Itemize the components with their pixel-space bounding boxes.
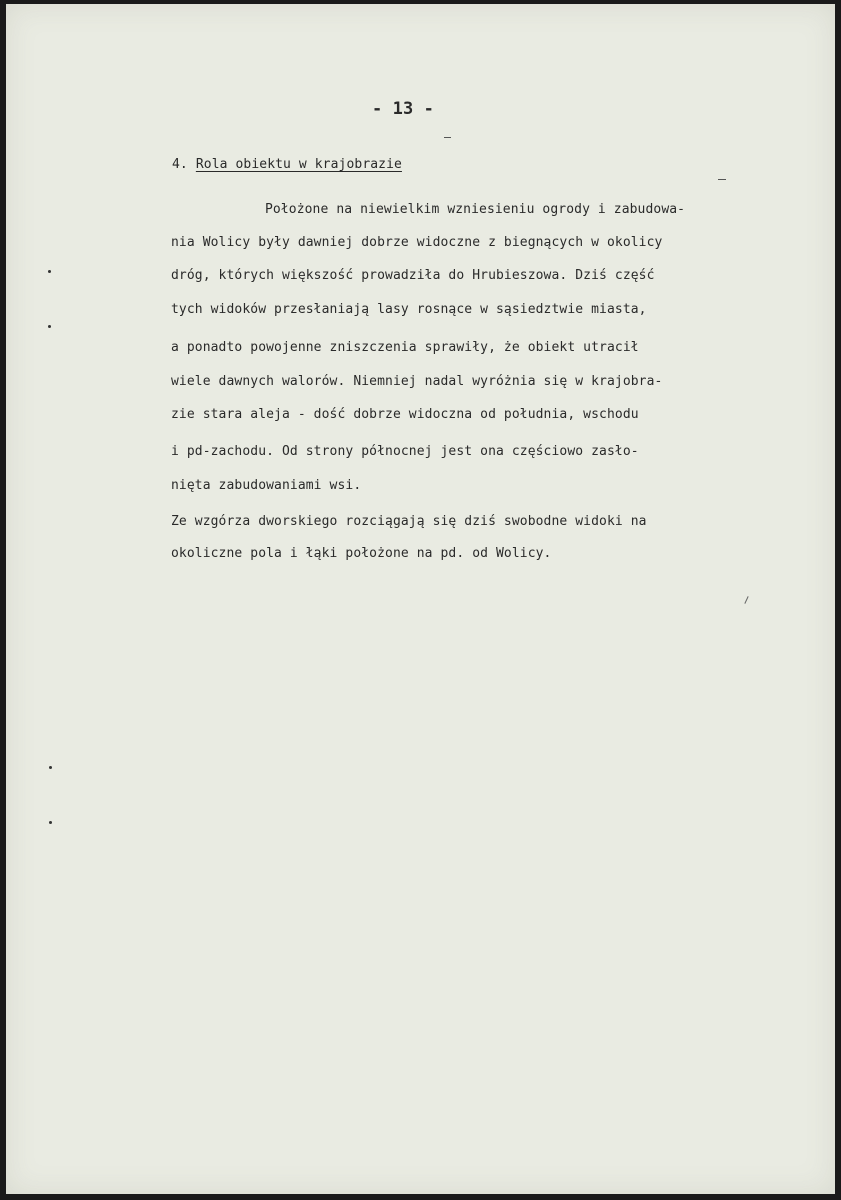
paragraph-line: a ponadto powojenne zniszczenia sprawiły, że obiekt utracił [171, 340, 639, 355]
section-heading [172, 157, 402, 172]
paragraph-line: dróg, których większość prowadziła do Hrubieszowa. Dziś część [171, 268, 655, 283]
paragraph-line: okoliczne pola i łąki położone na pd. od Wolicy. [171, 546, 552, 561]
paragraph-line: i pd-zachodu. Od strony północnej jest ona częściowo zasło- [171, 444, 639, 459]
paragraph-line: wiele dawnych walorów. Niemniej nadal wyróżnia się w krajobra- [171, 374, 663, 389]
margin-dot [49, 821, 52, 824]
paragraph-line: nia Wolicy były dawniej dobrze widoczne z biegnących w okolicy [171, 235, 663, 250]
typewriter-dash-mark [718, 179, 726, 180]
paragraph-line: nięta zabudowaniami wsi. [171, 478, 362, 493]
stray-mark [744, 596, 748, 604]
section-title: Rola obiektu w krajobrazie [195, 157, 402, 172]
section-number: 4. [172, 157, 188, 172]
paragraph-line: Ze wzgórza dworskiego rozciągają się dziś swobodne widoki na [171, 514, 647, 529]
margin-dot [49, 766, 52, 769]
margin-dot [48, 325, 51, 328]
typewriter-dash-mark [444, 137, 451, 138]
document-page [6, 4, 835, 1194]
paragraph-line: tych widoków przesłaniają lasy rosnące w sąsiedztwie miasta, [171, 302, 647, 317]
margin-dot [48, 270, 51, 273]
page-number: - 13 - [372, 99, 435, 119]
paragraph-line: Położone na niewielkim wzniesieniu ogrody i zabudowa- [265, 202, 686, 217]
paragraph-line: zie stara aleja - dość dobrze widoczna od południa, wschodu [171, 407, 639, 422]
